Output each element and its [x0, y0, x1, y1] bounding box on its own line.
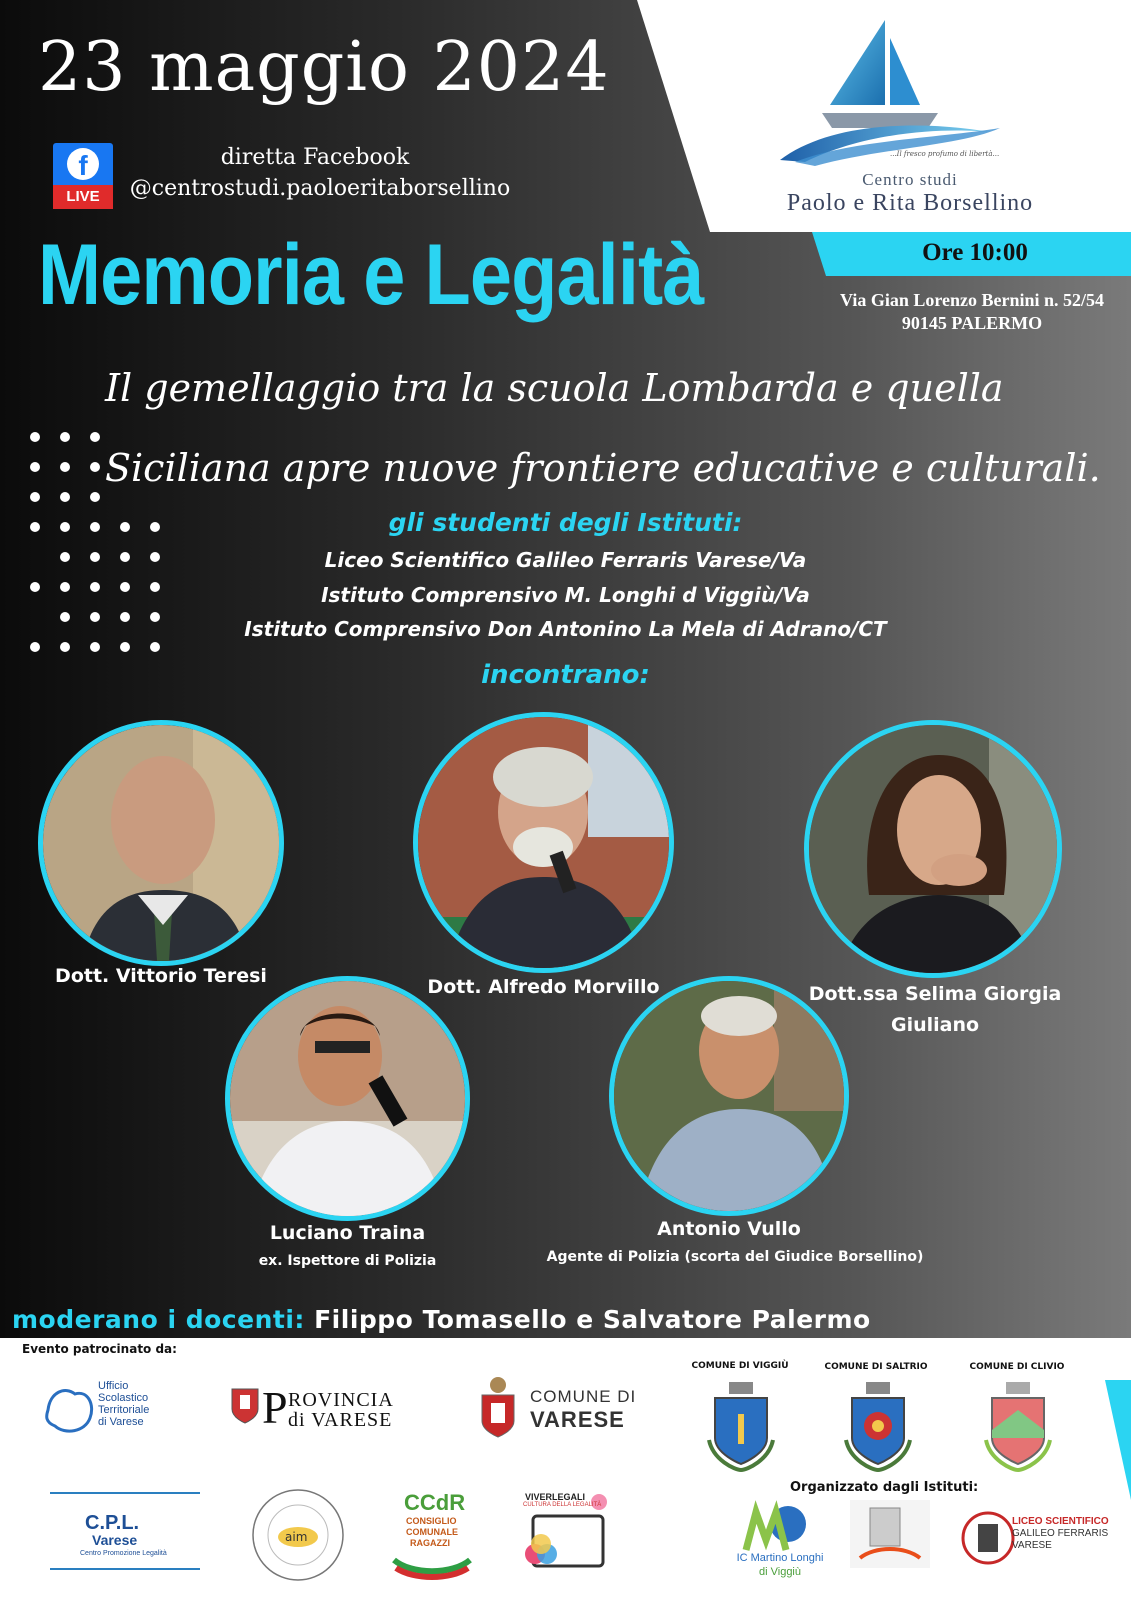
facebook-icon: f [67, 148, 99, 180]
subtitle-line1: Il gemellaggio tra la scuola Lombarda e quella [105, 366, 1004, 410]
speaker-name-traina: Luciano Traina [269, 1222, 426, 1244]
ic-martino-line1: IC Martino Longhi [736, 1552, 824, 1564]
liceo-seal-icon [960, 1510, 1016, 1566]
cpl-varese-logo [50, 1492, 200, 1572]
decorative-dot [90, 432, 100, 442]
event-date: 23 maggio 2024 [38, 28, 610, 107]
patron-label: Evento patrocinato da: [22, 1342, 177, 1356]
speaker-photo-morvillo [413, 712, 674, 973]
school-2: Istituto Comprensivo M. Longhi d Viggiù/Va [321, 583, 810, 607]
ic-martino-icon [740, 1500, 820, 1555]
facebook-live-badge [53, 143, 113, 209]
speaker-photo-teresi [38, 720, 284, 966]
comune-saltrio-label: COMUNE DI SALTRIO [824, 1362, 928, 1372]
event-time: Ore 10:00 [922, 239, 1028, 266]
decorative-dot [30, 432, 40, 442]
provincia-line2: di VARESE [288, 1409, 393, 1431]
school-3: Istituto Comprensivo Don Antonino La Mela di Adrano/CT [244, 617, 887, 641]
ccdr-line3: RAGAZZI [410, 1538, 450, 1548]
comune-viggiu-label: COMUNE DI VIGGIÙ [691, 1361, 789, 1371]
decorative-dot [60, 642, 70, 652]
ust-line4: di Varese [98, 1416, 144, 1428]
school-1: Liceo Scientifico Galileo Ferraris Varese/Va [324, 548, 807, 572]
speaker-photo-giuliano [804, 720, 1062, 978]
cpl-subtitle: Centro Promozione Legalità [80, 1550, 167, 1557]
ic-adrano-icon [850, 1500, 930, 1568]
ccdr-title: CCdR [404, 1490, 466, 1515]
decorative-dot [30, 642, 40, 652]
ust-line1: Ufficio [98, 1380, 129, 1392]
ccdr-logo [392, 1490, 472, 1580]
logo-line2: Paolo e Rita Borsellino [786, 190, 1034, 216]
footer-accent [1105, 1380, 1131, 1500]
viverlegali-logo [513, 1488, 613, 1583]
liceo-ferraris-logo [960, 1510, 1130, 1570]
viverlegali-title: VIVERLEGALI [525, 1492, 586, 1502]
liceo-line1: LICEO SCIENTIFICO [1012, 1516, 1109, 1527]
address-line1: Via Gian Lorenzo Bernini n. 52/54 [839, 290, 1105, 310]
decorative-dot [90, 462, 100, 472]
liceo-line3: VARESE [1012, 1540, 1052, 1551]
aimc-seal-icon [250, 1487, 346, 1583]
centro-studi-logo [760, 10, 1060, 225]
decorative-dot [60, 462, 70, 472]
varese-crest-icon [478, 1375, 518, 1439]
clivio-crest-icon [982, 1380, 1054, 1472]
sailboat-icon [760, 10, 1060, 170]
ccdr-line1: CONSIGLIO [406, 1516, 457, 1526]
decorative-dot [60, 492, 70, 502]
decorative-dot [30, 462, 40, 472]
ust-varese-logo [40, 1380, 170, 1440]
decorative-dot [120, 642, 130, 652]
ust-line3: Territoriale [98, 1404, 150, 1416]
moderators-line [12, 1305, 871, 1334]
speaker-name-vullo: Antonio Vullo [657, 1218, 801, 1240]
organized-label: Organizzato dagli Istituti: [790, 1480, 979, 1495]
comune-varese-line2: VARESE [530, 1407, 625, 1432]
speaker-name-morvillo: Dott. Alfredo Morvillo [427, 976, 660, 998]
provincia-varese-logo: P ROVINCIA di VARESE [230, 1385, 410, 1440]
comune-clivio-label: COMUNE DI CLIVIO [969, 1362, 1065, 1372]
viggiu-crest-icon [705, 1380, 777, 1472]
speaker-name-teresi: Dott. Vittorio Teresi [55, 965, 267, 987]
speaker-role-vullo: Agente di Polizia (scorta del Giudice Borsellino) [546, 1249, 924, 1265]
moderators-names: Filippo Tomasello e Salvatore Palermo [314, 1305, 871, 1334]
aim-text: aim [285, 1530, 308, 1544]
facebook-handle: @centrostudi.paoloeritaborsellino [129, 176, 511, 201]
viverlegali-subtitle: CULTURA DELLA LEGALITÀ [523, 1502, 602, 1508]
address-line2: 90145 PALERMO [901, 313, 1043, 333]
logo-tagline: ...Il fresco profumo di libertà... [890, 150, 1000, 158]
provincia-line1: ROVINCIA [288, 1389, 394, 1411]
speaker-photo-vullo [609, 976, 849, 1216]
decorative-dot [150, 642, 160, 652]
speaker-name-giuliano: Dott.ssa Selima Giorgia [808, 983, 1062, 1005]
lombardia-map-icon [40, 1380, 100, 1440]
speaker-role-traina: ex. Ispettore di Polizia [258, 1253, 437, 1269]
comune-varese-line1: COMUNE DI [530, 1387, 637, 1406]
decorative-dot [90, 492, 100, 502]
event-title: Memoria e Legalità [38, 227, 704, 323]
decorative-dot [60, 432, 70, 442]
logo-line1: Centro studi [862, 170, 958, 189]
decorative-dot [30, 492, 40, 502]
meet-label: incontrano: [481, 660, 650, 690]
ccdr-line2: COMUNALE [406, 1527, 458, 1537]
provincia-crest-icon [230, 1385, 260, 1425]
liceo-line2: GALILEO FERRARIS [1012, 1528, 1109, 1539]
ust-line2: Scolastico [98, 1392, 149, 1404]
live-label: LIVE [53, 185, 113, 209]
facebook-label: diretta Facebook [220, 145, 410, 170]
students-intro: gli studenti degli Istituti: [388, 508, 743, 537]
subtitle-line2: Siciliana apre nuove frontiere educative e culturali. [105, 446, 1101, 490]
comune-varese-logo [478, 1375, 638, 1445]
moderators-label: moderano i docenti: [12, 1305, 305, 1334]
cpl-title: C.P.L. [85, 1512, 140, 1534]
speaker-photo-traina [225, 976, 470, 1221]
saltrio-crest-icon [842, 1380, 914, 1472]
ic-martino-longhi-logo [720, 1500, 840, 1585]
ic-martino-line2: di Viggiù [759, 1566, 801, 1578]
cpl-city: Varese [92, 1532, 138, 1548]
speaker-surname-giuliano: Giuliano [890, 1014, 980, 1036]
decorative-dot [90, 642, 100, 652]
